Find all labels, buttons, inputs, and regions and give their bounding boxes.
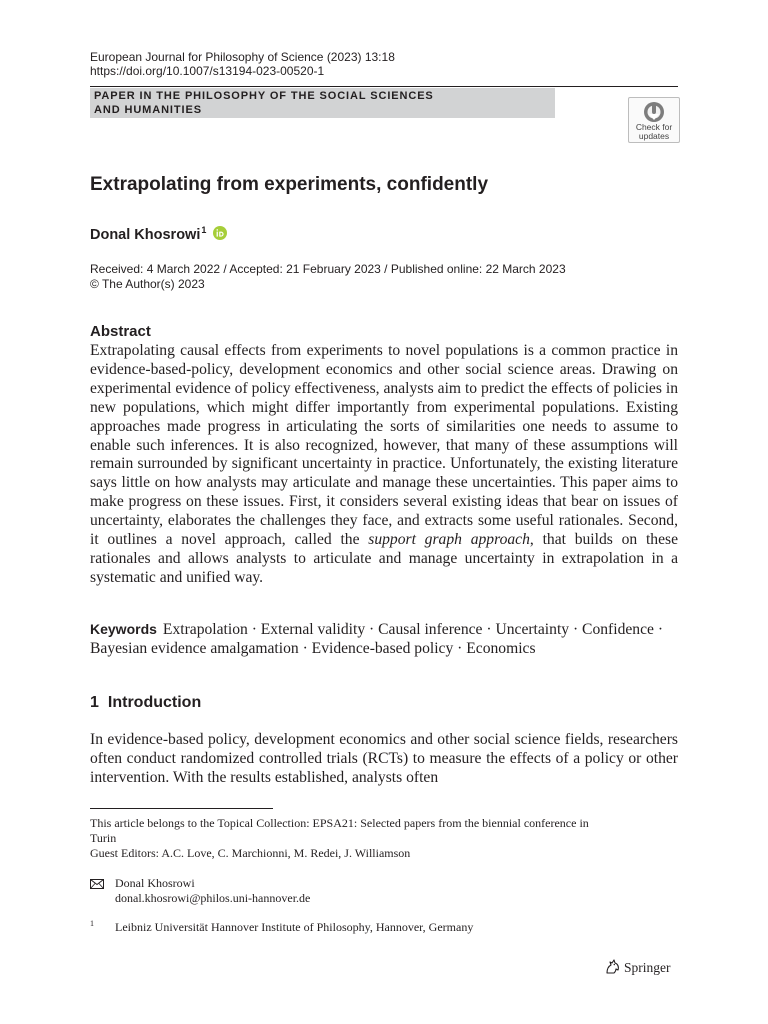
corresponding-author-email[interactable]: donal.khosrowi@philos.uni-hannover.de	[115, 891, 311, 905]
check-for-updates-badge[interactable]	[628, 97, 680, 143]
collection-footnote: This article belongs to the Topical Collection: EPSA21: Selected papers from the biennial conference in Turin	[90, 816, 589, 845]
check-for-updates-icon	[643, 101, 665, 123]
author-line	[90, 221, 227, 244]
affiliation: Leibniz Universität Hannover Institute of Philosophy, Hannover, Germany	[115, 920, 474, 934]
author-affiliation-mark: 1	[201, 225, 207, 235]
introduction-text: In evidence-based policy, development economics and other social science fields, researchers often conduct randomized controlled trials (RCTs) to measure the effects of a policy or other intervention. With the results established, analysts often	[90, 731, 678, 786]
section-title: Introduction	[107, 694, 202, 711]
guest-editors: Guest Editors: A.C. Love, C. Marchionni, M. Redei, J. Williamson	[90, 846, 411, 860]
publisher-logo	[604, 958, 671, 978]
section-label-line1: PAPER IN THE PHILOSOPHY OF THE SOCIAL SCIENCES	[94, 90, 434, 102]
check-for-updates-label	[629, 123, 679, 141]
section-number: 1	[90, 694, 99, 711]
abstract-emphasis: support graph approach	[368, 531, 530, 549]
springer-horse-icon	[604, 958, 621, 975]
keywords-label: Keywords	[90, 621, 157, 637]
article-title: Extrapolating from experiments, confidently	[90, 174, 489, 195]
footnote-rule	[90, 808, 273, 809]
header-rule	[90, 86, 678, 87]
check-line1: Check for	[635, 122, 673, 132]
section-label-line2: AND HUMANITIES	[94, 104, 202, 116]
journal-name: European Journal for Philosophy of Science (2023) 13:18	[90, 50, 395, 64]
abstract-text	[90, 342, 678, 588]
abstract-text-part1: Extrapolating causal effects from experiments to novel populations is a common practice in evidence-based-policy, development economics and other social science areas. Drawing on experimental evidence of policy effectiveness, analysts aim to predict the effects of policies in new populations, which might differ importantly from experimental populations. Existing approaches made progress in articulating the sorts of similarities one needs to assume to enable such inferences. It is also recognized, however, that many of these assumptions will remain surrounded by significant uncertainty in practice. Unfortunately, the existing literature says little on how analysts may articulate and manage these uncertainties. This paper aims to make progress on these issues. First, it considers several existing ideas that bear on issues of uncertainty, elaborates the challenges they face, and extracts some useful rationales. Second, it outlines a novel approach, called the	[90, 342, 678, 549]
publication-dates: Received: 4 March 2022 / Accepted: 21 February 2023 / Published online: 22 March 2023	[90, 262, 566, 276]
orcid-icon[interactable]	[213, 226, 227, 240]
copyright: © The Author(s) 2023	[90, 277, 205, 291]
section-banner	[90, 88, 555, 118]
affiliation-mark: 1	[90, 919, 94, 928]
check-line2: updates	[638, 131, 670, 141]
corresponding-author-name: Donal Khosrowi	[115, 876, 195, 890]
journal-citation	[90, 50, 395, 78]
abstract-heading: Abstract	[90, 323, 151, 340]
envelope-icon	[90, 879, 104, 889]
keywords	[90, 620, 690, 659]
keywords-list: Extrapolation · External validity · Causal inference · Uncertainty · Confidence · Bayesian evidence amalgamation · Evidence-based policy · Economics	[90, 621, 664, 657]
publisher-name: Springer	[624, 960, 671, 975]
introduction-heading	[90, 693, 201, 713]
section-label	[94, 89, 434, 117]
doi-link[interactable]: https://doi.org/10.1007/s13194-023-00520-1	[90, 64, 325, 78]
abstract-text-part2: , that builds on these rationales and allows analysts to articulate and manage uncertainty in extrapolation in a systematic and unified way.	[90, 531, 678, 586]
author-name[interactable]: Donal Khosrowi	[90, 227, 201, 243]
